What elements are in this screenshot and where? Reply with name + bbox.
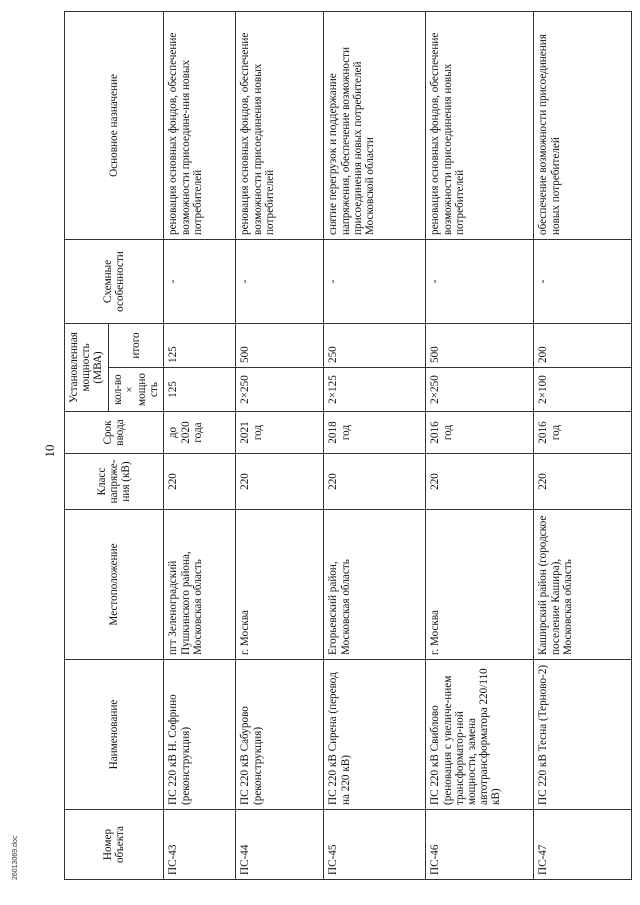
rotated-table-wrapper	[64, 12, 584, 880]
cell-name: ПС 220 кВ Н. Софрино (реконструкция)	[164, 660, 236, 810]
table-row	[236, 11, 324, 879]
table-row	[324, 11, 426, 879]
cell-total: 250	[324, 323, 426, 367]
cell-term: 2016 год	[426, 412, 534, 454]
cell-count: 125	[164, 368, 236, 412]
cell-purpose: реновация основных фондов, обеспечение возможности присоедине-ния новых потребителей	[164, 11, 236, 239]
cell-location: г. Москва	[426, 510, 534, 660]
cell-purpose: обеспечение возможности присоединения новых потребителей	[534, 11, 632, 239]
cell-voltage: 220	[426, 454, 534, 510]
page-number: 10	[42, 444, 57, 458]
cell-name: ПС 220 кВ Тесна (Терново-2)	[534, 660, 632, 810]
cell-term: 2021 год	[236, 412, 324, 454]
cell-voltage: 220	[236, 454, 324, 510]
cell-location: пгт Зеленоградский Пушкинского района, Московская область	[164, 510, 236, 660]
cell-count: 2×250	[236, 368, 324, 412]
cell-count: 2×125	[324, 368, 426, 412]
substations-table	[64, 11, 632, 880]
cell-total: 125	[164, 323, 236, 367]
cell-features: -	[426, 239, 534, 323]
cell-count: 2×100	[534, 368, 632, 412]
header-location: Местоположение	[65, 510, 164, 660]
header-power-group: Установленная мощность (МВА)	[65, 323, 109, 411]
cell-purpose: реновация основных фондов, обеспечение возможности присоединения новых потребителей	[426, 11, 534, 239]
table-row	[426, 11, 534, 879]
footer-code: 26013069.doc	[12, 835, 19, 880]
cell-term: 2018 год	[324, 412, 426, 454]
table-row	[534, 11, 632, 879]
cell-count: 2×250	[426, 368, 534, 412]
cell-name: ПС 220 кВ Сирена (перевод на 220 кВ)	[324, 660, 426, 810]
header-number: Номер объекта	[65, 810, 164, 880]
cell-voltage: 220	[324, 454, 426, 510]
cell-number: ПС-44	[236, 810, 324, 880]
cell-total: 200	[534, 323, 632, 367]
cell-total: 500	[236, 323, 324, 367]
header-power-total: итого	[108, 323, 164, 367]
header-term: Срок ввода	[65, 412, 164, 454]
cell-features: -	[534, 239, 632, 323]
header-voltage: Класс напряже-ния (кВ)	[65, 454, 164, 510]
cell-total: 500	[426, 323, 534, 367]
table-row	[164, 11, 236, 879]
cell-term: до 2020 года	[164, 412, 236, 454]
cell-features: -	[164, 239, 236, 323]
cell-purpose: реновация основных фондов, обеспечение возможности присоединения новых потребителей	[236, 11, 324, 239]
cell-number: ПС-45	[324, 810, 426, 880]
header-power-count: кол-во × мощность	[108, 368, 164, 412]
header-purpose: Основное назначение	[65, 11, 164, 239]
cell-features: -	[324, 239, 426, 323]
cell-voltage: 220	[534, 454, 632, 510]
cell-number: ПС-47	[534, 810, 632, 880]
cell-voltage: 220	[164, 454, 236, 510]
cell-name: ПС 220 кВ Свиблово (реновация с увеличе-нием трансформатор-ной мощности, замена автотрансформатора 220/110 кВ)	[426, 660, 534, 810]
cell-term: 2016 год	[534, 412, 632, 454]
cell-location: Каширский район (городское поселение Кашира), Московская область	[534, 510, 632, 660]
cell-number: ПС-43	[164, 810, 236, 880]
header-features: Схемные особенности	[65, 239, 164, 323]
cell-features: -	[236, 239, 324, 323]
cell-purpose: снятие перегрузок и поддержание напряжения, обеспечение возможности присоединения новых потребителей Московской области	[324, 11, 426, 239]
header-name: Наименование	[65, 660, 164, 810]
cell-location: Егорьевский район, Московская область	[324, 510, 426, 660]
cell-number: ПС-46	[426, 810, 534, 880]
cell-location: г. Москва	[236, 510, 324, 660]
cell-name: ПС 220 кВ Сабурово (реконструкция)	[236, 660, 324, 810]
